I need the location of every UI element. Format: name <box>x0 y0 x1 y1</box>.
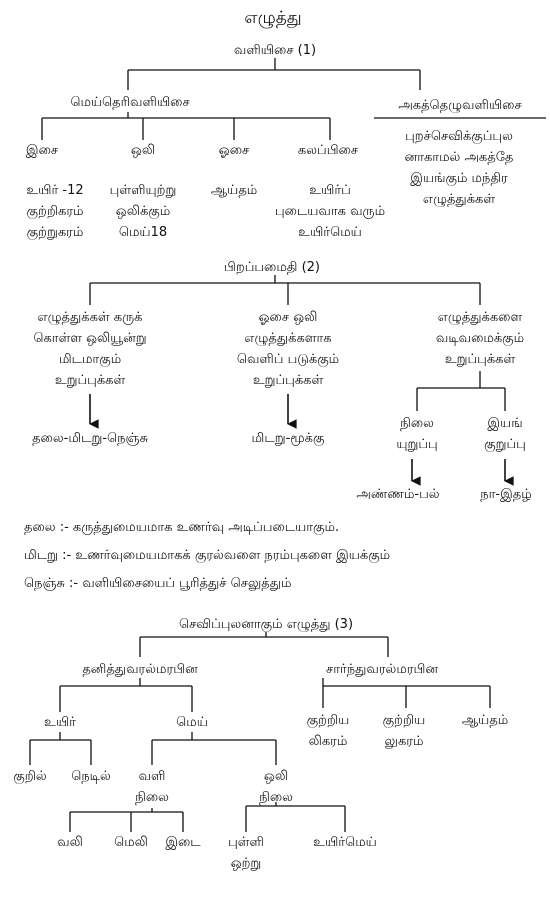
desc-agathezhu: புறச்செவிக்குப்புல னாகாமல் அகத்தே இயங்கும் மந்திர எழுத்துக்கள் <box>404 129 514 207</box>
node-sarnthuvaral: சார்ந்துவரல்மரபின <box>326 662 438 677</box>
node-nilaiyuruppu: நிலை யுறுப்பு <box>396 416 438 452</box>
section2-heading: பிறப்பமைதி (2) <box>223 260 321 275</box>
node-nedil: நெடில் <box>71 769 111 784</box>
definition-nenju: நெஞ்சு :- வளியிசையைப் பூரித்துச் செலுத்தும் <box>24 576 292 591</box>
desc-osai: ஆய்தம் <box>210 183 258 198</box>
branch-veli: ஓசை ஒலி எழுத்துக்களாக வெளிப் படுக்கும் உறுப்புக்கள் <box>236 310 340 388</box>
node-kutriyalukaram: குற்றிய லுகரம் <box>382 713 426 749</box>
node-idai: இடை <box>165 835 201 850</box>
node-vali-nilai: வளி நிலை <box>135 769 169 805</box>
result-midaru-mookku: மிடறு-மூக்கு <box>251 431 325 446</box>
node-thanithuvaral: தனித்துவரல்மரபின <box>82 662 198 677</box>
node-meli: மெலி <box>114 835 148 850</box>
node-osai: ஓசை <box>218 143 250 158</box>
desc-kalappisai: உயிர்ப் புடையவாக வரும் உயிர்மெய் <box>274 183 386 240</box>
desc-oli: புள்ளியுற்று ஒலிக்கும் மெய்18 <box>109 183 177 240</box>
node-iyanguruppu: இயங் குறுப்பு <box>484 416 526 452</box>
section3-heading: செவிப்புலனாகும் எழுத்து (3) <box>178 617 354 632</box>
result-annam-pal: அண்ணம்-பல் <box>356 487 440 502</box>
section1-heading: வளியிசை (1) <box>233 43 317 58</box>
diagram-title: எழுத்து <box>244 8 302 28</box>
node-oli-nilai: ஒலி நிலை <box>259 769 293 805</box>
node-kalappisai: கலப்பிசை <box>297 143 359 158</box>
node-vali: வலி <box>57 835 83 850</box>
node-uyir: உயிர் <box>44 715 76 730</box>
definition-thalai: தலை :- கருத்துமையமாக உணர்வு அடிப்படையாகும். <box>24 520 340 535</box>
result-thalai-midaru-nenju: தலை-மிடறு-நெஞ்சு <box>32 431 148 446</box>
node-agathezhu-valiyisai: அகத்தெழுவளியிசை <box>398 98 522 113</box>
node-isai: இசை <box>25 143 59 158</box>
node-oli: ஒலி <box>130 143 156 158</box>
result-naa-ithazh: நா-இதழ் <box>480 487 532 502</box>
definition-midaru: மிடறு :- உணர்வுமையமாகக் குரல்வளை நரம்புகளை இயக்கும் <box>24 548 391 563</box>
node-uyirmei: உயிர்மெய் <box>313 835 377 850</box>
node-pulli-otru: புள்ளி ஒற்று <box>228 835 264 871</box>
node-kutriyalikaram: குற்றிய லிகரம் <box>306 713 350 749</box>
node-mei: மெய் <box>176 715 208 730</box>
node-kuril: குறில் <box>13 769 47 784</box>
branch-karuk: எழுத்துக்கள் கருக் கொள்ள ஒலியூன்று மிடமாகும் உறுப்புக்கள் <box>33 310 147 388</box>
desc-isai: உயிர் -12 குற்றிகரம் குற்றுகரம் <box>26 183 84 240</box>
branch-vadivamai: எழுத்துக்களை வடிவமைக்கும் உறுப்புக்கள் <box>435 310 525 367</box>
node-meitheri-valiyisai: மெய்தெரிவளியிசை <box>70 95 190 110</box>
node-aaytham: ஆய்தம் <box>461 713 509 728</box>
